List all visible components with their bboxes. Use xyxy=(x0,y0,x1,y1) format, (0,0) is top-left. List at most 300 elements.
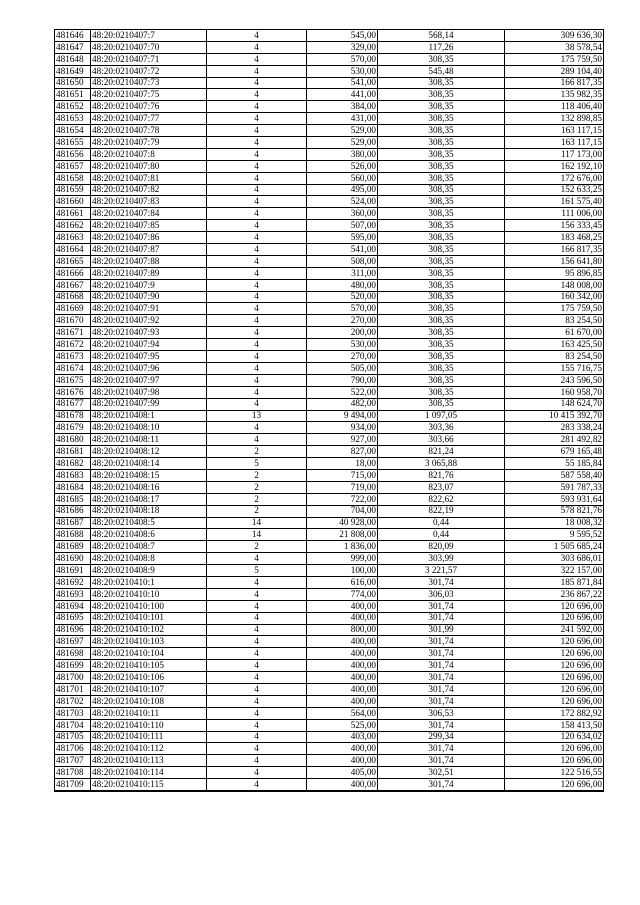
row-number-cell: 481688 xyxy=(55,529,91,541)
cadastral-value-cell: 120 696,00 xyxy=(505,695,604,707)
area-cell: 480,00 xyxy=(307,279,378,291)
specific-value-cell: 303,99 xyxy=(378,553,505,565)
group-cell: 4 xyxy=(207,648,307,660)
table-row xyxy=(55,588,604,600)
cadastral-number-cell: 48:20:0210408:6 xyxy=(91,529,207,541)
group-cell: 4 xyxy=(207,660,307,672)
cadastral-value-cell: 161 575,40 xyxy=(505,196,604,208)
specific-value-cell: 301,74 xyxy=(378,719,505,731)
specific-value-cell: 308,35 xyxy=(378,351,505,363)
area-cell: 800,00 xyxy=(307,624,378,636)
table-row xyxy=(55,529,604,541)
area-cell: 545,00 xyxy=(307,30,378,42)
area-cell: 524,00 xyxy=(307,196,378,208)
specific-value-cell: 301,74 xyxy=(378,743,505,755)
area-cell: 704,00 xyxy=(307,505,378,517)
specific-value-cell: 308,35 xyxy=(378,196,505,208)
row-number-cell: 481694 xyxy=(55,600,91,612)
row-number-cell: 481670 xyxy=(55,315,91,327)
table-row xyxy=(55,267,604,279)
specific-value-cell: 308,35 xyxy=(378,362,505,374)
specific-value-cell: 820,09 xyxy=(378,541,505,553)
cadastral-value-cell: 120 696,00 xyxy=(505,612,604,624)
specific-value-cell: 308,35 xyxy=(378,137,505,149)
cadastral-number-cell: 48:20:0210407:76 xyxy=(91,101,207,113)
cadastral-value-cell: 148 008,00 xyxy=(505,279,604,291)
cadastral-value-cell: 9 595,52 xyxy=(505,529,604,541)
table-row xyxy=(55,719,604,731)
group-cell: 4 xyxy=(207,672,307,684)
row-number-cell: 481667 xyxy=(55,279,91,291)
area-cell: 400,00 xyxy=(307,636,378,648)
table-row xyxy=(55,148,604,160)
table-row xyxy=(55,458,604,470)
cadastral-number-cell: 48:20:0210410:105 xyxy=(91,660,207,672)
row-number-cell: 481647 xyxy=(55,41,91,53)
area-cell: 482,00 xyxy=(307,398,378,410)
table-row xyxy=(55,327,604,339)
area-cell: 400,00 xyxy=(307,755,378,767)
cadastral-number-cell: 48:20:0210408:12 xyxy=(91,446,207,458)
table-row xyxy=(55,196,604,208)
table-row xyxy=(55,362,604,374)
row-number-cell: 481692 xyxy=(55,576,91,588)
row-number-cell: 481690 xyxy=(55,553,91,565)
area-cell: 530,00 xyxy=(307,339,378,351)
area-cell: 1 836,00 xyxy=(307,541,378,553)
group-cell: 4 xyxy=(207,576,307,588)
row-number-cell: 481656 xyxy=(55,148,91,160)
specific-value-cell: 302,51 xyxy=(378,767,505,779)
table-row xyxy=(55,220,604,232)
cadastral-number-cell: 48:20:0210410:112 xyxy=(91,743,207,755)
row-number-cell: 481703 xyxy=(55,707,91,719)
area-cell: 595,00 xyxy=(307,232,378,244)
cadastral-number-cell: 48:20:0210408:16 xyxy=(91,481,207,493)
group-cell: 4 xyxy=(207,683,307,695)
cadastral-number-cell: 48:20:0210407:98 xyxy=(91,386,207,398)
table-row xyxy=(55,41,604,53)
group-cell: 4 xyxy=(207,755,307,767)
specific-value-cell: 308,35 xyxy=(378,327,505,339)
cadastral-number-cell: 48:20:0210407:95 xyxy=(91,351,207,363)
cadastral-number-cell: 48:20:0210408:7 xyxy=(91,541,207,553)
cadastral-value-cell: 163 117,15 xyxy=(505,125,604,137)
row-number-cell: 481663 xyxy=(55,232,91,244)
area-cell: 520,00 xyxy=(307,291,378,303)
cadastral-number-cell: 48:20:0210410:110 xyxy=(91,719,207,731)
area-cell: 790,00 xyxy=(307,374,378,386)
table-row xyxy=(55,89,604,101)
row-number-cell: 481675 xyxy=(55,374,91,386)
cadastral-value-cell: 303 686,01 xyxy=(505,553,604,565)
group-cell: 4 xyxy=(207,624,307,636)
table-row xyxy=(55,315,604,327)
area-cell: 541,00 xyxy=(307,244,378,256)
specific-value-cell: 308,35 xyxy=(378,220,505,232)
group-cell: 4 xyxy=(207,779,307,791)
cadastral-value-cell: 163 425,50 xyxy=(505,339,604,351)
cadastral-value-cell: 120 696,00 xyxy=(505,636,604,648)
specific-value-cell: 301,74 xyxy=(378,648,505,660)
cadastral-value-cell: 132 898,85 xyxy=(505,113,604,125)
row-number-cell: 481654 xyxy=(55,125,91,137)
row-number-cell: 481686 xyxy=(55,505,91,517)
specific-value-cell: 308,35 xyxy=(378,208,505,220)
cadastral-value-cell: 38 578,54 xyxy=(505,41,604,53)
cadastral-number-cell: 48:20:0210407:81 xyxy=(91,172,207,184)
group-cell: 5 xyxy=(207,565,307,577)
row-number-cell: 481679 xyxy=(55,422,91,434)
area-cell: 400,00 xyxy=(307,672,378,684)
data-table xyxy=(54,29,604,792)
specific-value-cell: 308,35 xyxy=(378,315,505,327)
table-row xyxy=(55,493,604,505)
specific-value-cell: 821,76 xyxy=(378,469,505,481)
cadastral-number-cell: 48:20:0210407:89 xyxy=(91,267,207,279)
area-cell: 405,00 xyxy=(307,767,378,779)
row-number-cell: 481709 xyxy=(55,779,91,791)
row-number-cell: 481682 xyxy=(55,458,91,470)
cadastral-value-cell: 162 192,10 xyxy=(505,160,604,172)
cadastral-value-cell: 156 641,80 xyxy=(505,255,604,267)
cadastral-number-cell: 48:20:0210408:11 xyxy=(91,434,207,446)
area-cell: 311,00 xyxy=(307,267,378,279)
specific-value-cell: 308,35 xyxy=(378,398,505,410)
cadastral-value-cell: 120 696,00 xyxy=(505,779,604,791)
specific-value-cell: 308,35 xyxy=(378,148,505,160)
group-cell: 4 xyxy=(207,196,307,208)
cadastral-value-cell: 118 406,40 xyxy=(505,101,604,113)
table-body xyxy=(55,30,604,792)
table-row xyxy=(55,731,604,743)
specific-value-cell: 299,34 xyxy=(378,731,505,743)
specific-value-cell: 308,35 xyxy=(378,184,505,196)
group-cell: 13 xyxy=(207,410,307,422)
area-cell: 526,00 xyxy=(307,160,378,172)
table-row xyxy=(55,767,604,779)
cadastral-value-cell: 309 636,30 xyxy=(505,30,604,42)
cadastral-value-cell: 166 817,35 xyxy=(505,244,604,256)
row-number-cell: 481661 xyxy=(55,208,91,220)
specific-value-cell: 303,36 xyxy=(378,422,505,434)
area-cell: 827,00 xyxy=(307,446,378,458)
area-cell: 441,00 xyxy=(307,89,378,101)
area-cell: 270,00 xyxy=(307,315,378,327)
group-cell: 4 xyxy=(207,137,307,149)
table-row xyxy=(55,422,604,434)
specific-value-cell: 3 065,88 xyxy=(378,458,505,470)
table-row xyxy=(55,672,604,684)
specific-value-cell: 3 221,57 xyxy=(378,565,505,577)
cadastral-number-cell: 48:20:0210407:96 xyxy=(91,362,207,374)
row-number-cell: 481708 xyxy=(55,767,91,779)
table-row xyxy=(55,101,604,113)
group-cell: 4 xyxy=(207,386,307,398)
group-cell: 2 xyxy=(207,469,307,481)
group-cell: 4 xyxy=(207,77,307,89)
table-row xyxy=(55,779,604,791)
group-cell: 4 xyxy=(207,351,307,363)
group-cell: 14 xyxy=(207,529,307,541)
area-cell: 774,00 xyxy=(307,588,378,600)
table-row xyxy=(55,184,604,196)
cadastral-number-cell: 48:20:0210407:72 xyxy=(91,65,207,77)
cadastral-number-cell: 48:20:0210407:94 xyxy=(91,339,207,351)
group-cell: 4 xyxy=(207,719,307,731)
row-number-cell: 481665 xyxy=(55,255,91,267)
row-number-cell: 481704 xyxy=(55,719,91,731)
specific-value-cell: 1 097,05 xyxy=(378,410,505,422)
cadastral-number-cell: 48:20:0210410:101 xyxy=(91,612,207,624)
group-cell: 2 xyxy=(207,493,307,505)
area-cell: 529,00 xyxy=(307,137,378,149)
area-cell: 100,00 xyxy=(307,565,378,577)
table-row xyxy=(55,541,604,553)
cadastral-value-cell: 679 165,48 xyxy=(505,446,604,458)
group-cell: 4 xyxy=(207,327,307,339)
specific-value-cell: 301,74 xyxy=(378,660,505,672)
row-number-cell: 481653 xyxy=(55,113,91,125)
cadastral-number-cell: 48:20:0210408:9 xyxy=(91,565,207,577)
specific-value-cell: 301,74 xyxy=(378,672,505,684)
specific-value-cell: 308,35 xyxy=(378,374,505,386)
area-cell: 495,00 xyxy=(307,184,378,196)
group-cell: 4 xyxy=(207,422,307,434)
row-number-cell: 481693 xyxy=(55,588,91,600)
area-cell: 525,00 xyxy=(307,719,378,731)
row-number-cell: 481698 xyxy=(55,648,91,660)
row-number-cell: 481669 xyxy=(55,303,91,315)
table-row xyxy=(55,434,604,446)
group-cell: 4 xyxy=(207,767,307,779)
cadastral-value-cell: 120 696,00 xyxy=(505,672,604,684)
row-number-cell: 481701 xyxy=(55,683,91,695)
row-number-cell: 481684 xyxy=(55,481,91,493)
cadastral-number-cell: 48:20:0210410:114 xyxy=(91,767,207,779)
table-row xyxy=(55,695,604,707)
specific-value-cell: 301,74 xyxy=(378,636,505,648)
table-row xyxy=(55,244,604,256)
area-cell: 507,00 xyxy=(307,220,378,232)
group-cell: 4 xyxy=(207,707,307,719)
specific-value-cell: 308,35 xyxy=(378,232,505,244)
table-row xyxy=(55,553,604,565)
area-cell: 270,00 xyxy=(307,351,378,363)
group-cell: 4 xyxy=(207,339,307,351)
area-cell: 9 494,00 xyxy=(307,410,378,422)
table-row xyxy=(55,339,604,351)
specific-value-cell: 308,35 xyxy=(378,255,505,267)
specific-value-cell: 308,35 xyxy=(378,244,505,256)
area-cell: 541,00 xyxy=(307,77,378,89)
cadastral-number-cell: 48:20:0210407:86 xyxy=(91,232,207,244)
table-row xyxy=(55,469,604,481)
table-row xyxy=(55,113,604,125)
cadastral-value-cell: 95 896,85 xyxy=(505,267,604,279)
table-row xyxy=(55,232,604,244)
group-cell: 4 xyxy=(207,160,307,172)
table-row xyxy=(55,160,604,172)
specific-value-cell: 821,24 xyxy=(378,446,505,458)
specific-value-cell: 301,74 xyxy=(378,612,505,624)
table-row xyxy=(55,600,604,612)
cadastral-number-cell: 48:20:0210407:77 xyxy=(91,113,207,125)
cadastral-value-cell: 61 670,00 xyxy=(505,327,604,339)
table-row xyxy=(55,755,604,767)
cadastral-number-cell: 48:20:0210407:75 xyxy=(91,89,207,101)
cadastral-value-cell: 289 104,40 xyxy=(505,65,604,77)
cadastral-value-cell: 156 333,45 xyxy=(505,220,604,232)
cadastral-number-cell: 48:20:0210410:115 xyxy=(91,779,207,791)
cadastral-value-cell: 120 696,00 xyxy=(505,660,604,672)
cadastral-number-cell: 48:20:0210407:78 xyxy=(91,125,207,137)
cadastral-value-cell: 185 871,84 xyxy=(505,576,604,588)
row-number-cell: 481652 xyxy=(55,101,91,113)
specific-value-cell: 308,35 xyxy=(378,279,505,291)
area-cell: 934,00 xyxy=(307,422,378,434)
table-row xyxy=(55,446,604,458)
specific-value-cell: 308,35 xyxy=(378,89,505,101)
row-number-cell: 481695 xyxy=(55,612,91,624)
cadastral-number-cell: 48:20:0210408:14 xyxy=(91,458,207,470)
row-number-cell: 481657 xyxy=(55,160,91,172)
table-row xyxy=(55,255,604,267)
group-cell: 4 xyxy=(207,255,307,267)
cadastral-number-cell: 48:20:0210407:99 xyxy=(91,398,207,410)
specific-value-cell: 301,74 xyxy=(378,779,505,791)
row-number-cell: 481699 xyxy=(55,660,91,672)
area-cell: 18,00 xyxy=(307,458,378,470)
row-number-cell: 481671 xyxy=(55,327,91,339)
cadastral-number-cell: 48:20:0210410:108 xyxy=(91,695,207,707)
group-cell: 2 xyxy=(207,541,307,553)
cadastral-number-cell: 48:20:0210407:84 xyxy=(91,208,207,220)
specific-value-cell: 0,44 xyxy=(378,529,505,541)
row-number-cell: 481676 xyxy=(55,386,91,398)
table-row xyxy=(55,505,604,517)
cadastral-value-cell: 120 696,00 xyxy=(505,743,604,755)
area-cell: 508,00 xyxy=(307,255,378,267)
row-number-cell: 481666 xyxy=(55,267,91,279)
specific-value-cell: 568,14 xyxy=(378,30,505,42)
cadastral-value-cell: 83 254,50 xyxy=(505,351,604,363)
cadastral-value-cell: 120 634,02 xyxy=(505,731,604,743)
table-row xyxy=(55,303,604,315)
row-number-cell: 481646 xyxy=(55,30,91,42)
area-cell: 722,00 xyxy=(307,493,378,505)
row-number-cell: 481650 xyxy=(55,77,91,89)
specific-value-cell: 308,35 xyxy=(378,303,505,315)
table-row xyxy=(55,517,604,529)
group-cell: 4 xyxy=(207,113,307,125)
group-cell: 4 xyxy=(207,30,307,42)
cadastral-number-cell: 48:20:0210410:103 xyxy=(91,636,207,648)
cadastral-value-cell: 120 696,00 xyxy=(505,755,604,767)
cadastral-value-cell: 160 342,00 xyxy=(505,291,604,303)
table-row xyxy=(55,576,604,588)
group-cell: 4 xyxy=(207,244,307,256)
cadastral-number-cell: 48:20:0210407:70 xyxy=(91,41,207,53)
area-cell: 431,00 xyxy=(307,113,378,125)
table-row xyxy=(55,53,604,65)
area-cell: 529,00 xyxy=(307,125,378,137)
table-row xyxy=(55,279,604,291)
table-row xyxy=(55,374,604,386)
table-row xyxy=(55,30,604,42)
specific-value-cell: 301,74 xyxy=(378,683,505,695)
cadastral-number-cell: 48:20:0210407:83 xyxy=(91,196,207,208)
group-cell: 4 xyxy=(207,279,307,291)
table-row xyxy=(55,636,604,648)
area-cell: 21 808,00 xyxy=(307,529,378,541)
row-number-cell: 481678 xyxy=(55,410,91,422)
table-row xyxy=(55,707,604,719)
specific-value-cell: 117,26 xyxy=(378,41,505,53)
specific-value-cell: 306,53 xyxy=(378,707,505,719)
table-row xyxy=(55,648,604,660)
row-number-cell: 481702 xyxy=(55,695,91,707)
row-number-cell: 481706 xyxy=(55,743,91,755)
table-row xyxy=(55,398,604,410)
cadastral-value-cell: 111 006,00 xyxy=(505,208,604,220)
group-cell: 4 xyxy=(207,731,307,743)
area-cell: 403,00 xyxy=(307,731,378,743)
row-number-cell: 481649 xyxy=(55,65,91,77)
row-number-cell: 481658 xyxy=(55,172,91,184)
cadastral-value-cell: 158 413,50 xyxy=(505,719,604,731)
cadastral-number-cell: 48:20:0210410:113 xyxy=(91,755,207,767)
cadastral-number-cell: 48:20:0210410:107 xyxy=(91,683,207,695)
group-cell: 14 xyxy=(207,517,307,529)
area-cell: 400,00 xyxy=(307,612,378,624)
cadastral-number-cell: 48:20:0210410:10 xyxy=(91,588,207,600)
row-number-cell: 481691 xyxy=(55,565,91,577)
table-row xyxy=(55,65,604,77)
cadastral-value-cell: 172 676,00 xyxy=(505,172,604,184)
group-cell: 4 xyxy=(207,695,307,707)
specific-value-cell: 308,35 xyxy=(378,77,505,89)
specific-value-cell: 308,35 xyxy=(378,160,505,172)
cadastral-value-cell: 160 958,70 xyxy=(505,386,604,398)
row-number-cell: 481659 xyxy=(55,184,91,196)
group-cell: 4 xyxy=(207,53,307,65)
table-row xyxy=(55,172,604,184)
table-row xyxy=(55,660,604,672)
cadastral-value-cell: 322 157,00 xyxy=(505,565,604,577)
cadastral-value-cell: 578 821,76 xyxy=(505,505,604,517)
cadastral-value-cell: 120 696,00 xyxy=(505,600,604,612)
cadastral-number-cell: 48:20:0210407:92 xyxy=(91,315,207,327)
group-cell: 4 xyxy=(207,232,307,244)
area-cell: 329,00 xyxy=(307,41,378,53)
group-cell: 4 xyxy=(207,303,307,315)
area-cell: 40 928,00 xyxy=(307,517,378,529)
cadastral-value-cell: 591 787,33 xyxy=(505,481,604,493)
specific-value-cell: 301,74 xyxy=(378,755,505,767)
area-cell: 384,00 xyxy=(307,101,378,113)
cadastral-number-cell: 48:20:0210408:17 xyxy=(91,493,207,505)
row-number-cell: 481689 xyxy=(55,541,91,553)
cadastral-number-cell: 48:20:0210410:1 xyxy=(91,576,207,588)
area-cell: 400,00 xyxy=(307,600,378,612)
cadastral-value-cell: 55 185,84 xyxy=(505,458,604,470)
cadastral-value-cell: 122 516,55 xyxy=(505,767,604,779)
table-row xyxy=(55,386,604,398)
row-number-cell: 481707 xyxy=(55,755,91,767)
group-cell: 4 xyxy=(207,636,307,648)
group-cell: 4 xyxy=(207,267,307,279)
